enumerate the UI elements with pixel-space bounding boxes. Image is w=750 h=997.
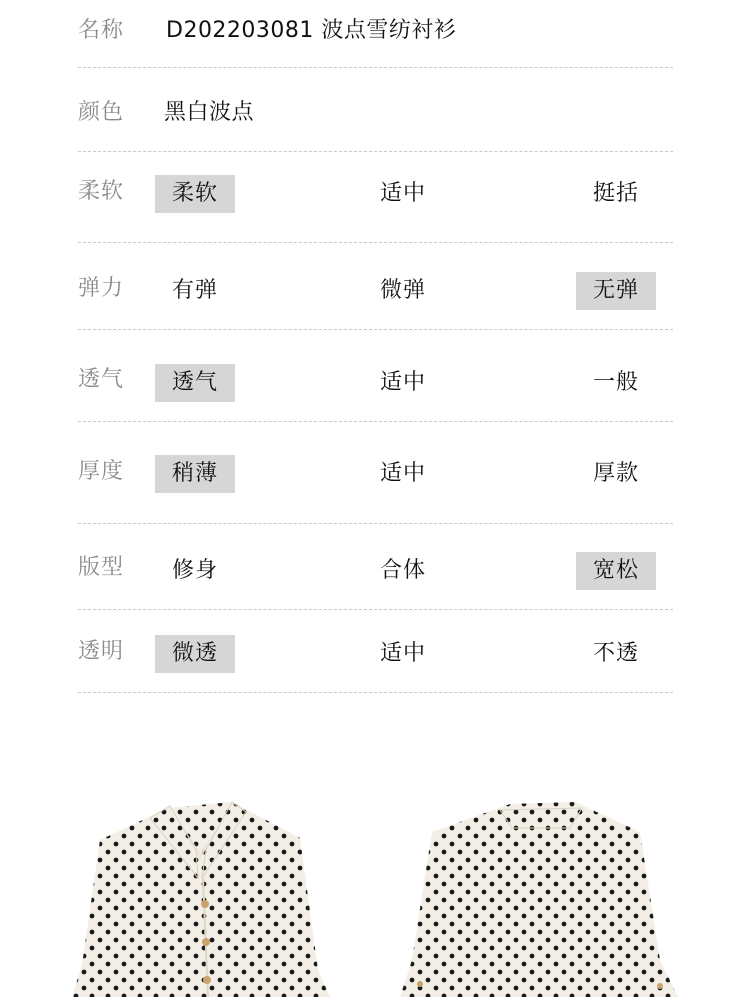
- attr-label: 柔软: [78, 179, 125, 204]
- attr-option: 微弹: [379, 278, 426, 303]
- shirt-back-image: [400, 802, 678, 997]
- attr-option: 适中: [379, 370, 426, 395]
- attr-row-softness: [78, 152, 673, 243]
- name-value: D202203081 波点雪纺衬衫: [166, 18, 457, 43]
- attr-option-selected: 无弹: [576, 272, 656, 310]
- color-row: [78, 68, 673, 152]
- product-photos: [0, 760, 750, 997]
- attr-option: 挺括: [592, 181, 639, 206]
- attr-option: 一般: [592, 370, 639, 395]
- attr-label: 透气: [78, 367, 125, 392]
- attr-option: 适中: [379, 181, 426, 206]
- attr-option: 不透: [592, 641, 639, 666]
- attr-option: 修身: [171, 558, 218, 583]
- attr-option-selected: 透气: [155, 364, 235, 402]
- attr-option-selected: 微透: [155, 635, 235, 673]
- row-divider: [78, 692, 673, 693]
- attr-row-elasticity: [78, 243, 673, 330]
- attr-option: 厚款: [592, 461, 639, 486]
- attr-option: 有弹: [171, 278, 218, 303]
- attr-row-transparency: [78, 610, 673, 693]
- attr-option-selected: 宽松: [576, 552, 656, 590]
- attr-option: 适中: [379, 641, 426, 666]
- attr-row-thickness: [78, 422, 673, 524]
- attr-label: 弹力: [78, 276, 125, 301]
- attr-row-fit: [78, 524, 673, 610]
- attr-option: 合体: [379, 558, 426, 583]
- attr-option: 适中: [379, 461, 426, 486]
- attr-label: 透明: [78, 639, 125, 664]
- name-row: [78, 0, 673, 68]
- shirt-front-image: [72, 802, 330, 997]
- color-label: 颜色: [78, 100, 125, 125]
- attr-option-selected: 稍薄: [155, 455, 235, 493]
- attr-row-breathability: [78, 330, 673, 422]
- name-label: 名称: [78, 18, 125, 43]
- attr-label: 厚度: [78, 459, 125, 484]
- shirt-photo-pair: [0, 760, 750, 997]
- color-value: 黑白波点: [164, 100, 255, 125]
- attr-option-selected: 柔软: [155, 175, 235, 213]
- attr-label: 版型: [78, 555, 125, 580]
